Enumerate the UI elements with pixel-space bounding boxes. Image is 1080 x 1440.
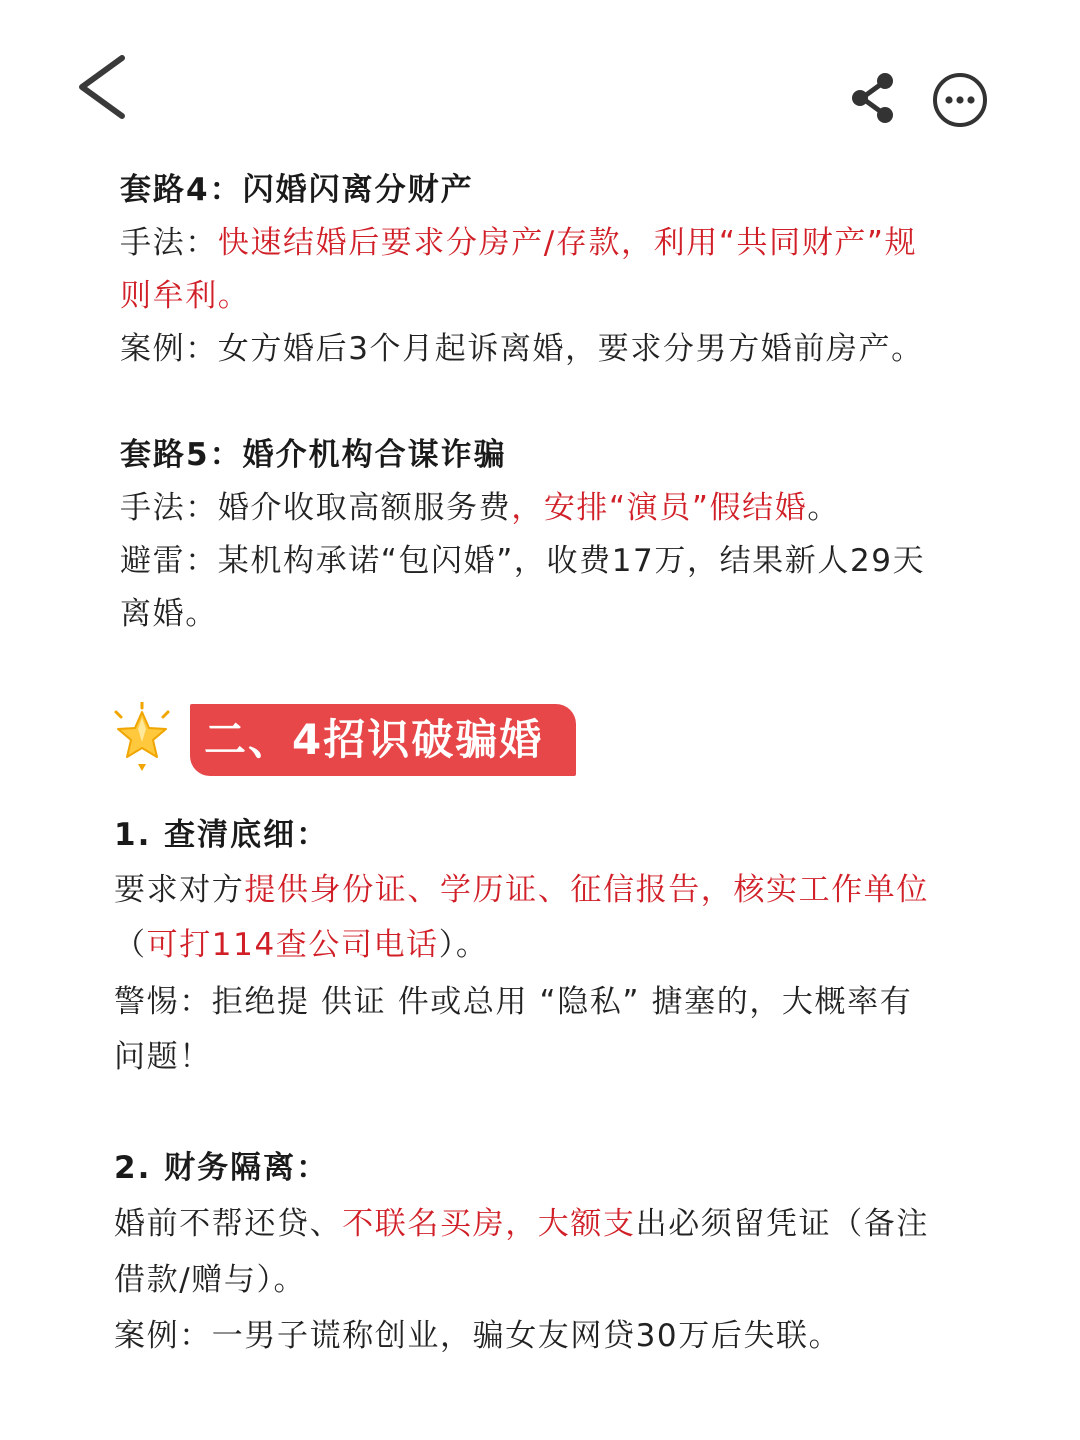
- trick4-method-line-2: 则牟利。: [120, 278, 251, 314]
- tip2-heading: 2. 财务隔离：: [114, 1150, 330, 1186]
- tip1-line1-black: 要求对方: [114, 872, 245, 908]
- trick4-heading: 套路4：闪婚闪离分财产: [120, 172, 474, 208]
- more-horizontal-icon: [930, 70, 990, 130]
- trick4-method-red-1: 快速结婚后要求分房产/存款，利用“共同财产”规: [217, 225, 918, 261]
- trick5-method-label: 手法：: [120, 490, 218, 526]
- more-button[interactable]: [930, 70, 990, 130]
- tip1-line2-open: （: [114, 927, 147, 963]
- trick4-method-label: 手法：: [120, 225, 218, 261]
- tip2-line1-black-b: 出必须留凭证（备注: [635, 1206, 930, 1242]
- tip1-warn-line-1: 警惕：拒绝提 供证 件或总用 “隐私” 搪塞的，大概率有: [114, 984, 913, 1020]
- trick5-method-line: [120, 488, 840, 528]
- section-title-box: [190, 704, 576, 776]
- top-nav-bar: [0, 0, 1080, 150]
- tip1-heading: 1. 查清底细：: [114, 817, 330, 853]
- trick4-case-line: 案例：女方婚后3个月起诉离婚，要求分男方婚前房产。: [120, 331, 924, 367]
- tip1-line2-red: 可打114查公司电话: [146, 927, 439, 963]
- trick5-method-end: 。: [807, 490, 840, 526]
- chevron-left-icon: [70, 50, 134, 126]
- trick5-method-red: ，安排“演员”假结婚: [511, 490, 808, 526]
- tip2-line1-red: 不联名买房，大额支: [342, 1206, 636, 1242]
- share-button[interactable]: [846, 70, 902, 126]
- trick4-method-line-1: [120, 223, 917, 263]
- star-sparkle-icon: [110, 702, 174, 772]
- tip1-line-2: [114, 925, 488, 965]
- share-icon: [846, 70, 902, 126]
- tip1-line-1: [114, 870, 929, 910]
- trick5-warn-line-2: 离婚。: [120, 596, 218, 632]
- trick5-method-black: 婚介收取高额服务费: [217, 490, 512, 526]
- trick5-warn-line-1: 避雷：某机构承诺“包闪婚”，收费17万，结果新人29天: [120, 543, 926, 579]
- section-title: 二、4招识破骗婚: [204, 715, 544, 764]
- tip2-line-2: 借款/赠与）。: [114, 1262, 307, 1298]
- tip2-line1-black-a: 婚前不帮还贷、: [114, 1206, 343, 1242]
- tip1-line1-red: 提供身份证、学历证、征信报告，核实工作单位: [244, 872, 930, 908]
- tip1-warn-line-2: 问题！: [114, 1039, 212, 1075]
- tip1-line2-close: ）。: [438, 927, 489, 963]
- back-button[interactable]: [70, 50, 134, 126]
- trick5-heading: 套路5：婚介机构合谋诈骗: [120, 437, 507, 473]
- tip2-case-line: 案例：一男子谎称创业，骗女友网贷30万后失联。: [114, 1318, 842, 1354]
- tip2-line-1: [114, 1204, 929, 1244]
